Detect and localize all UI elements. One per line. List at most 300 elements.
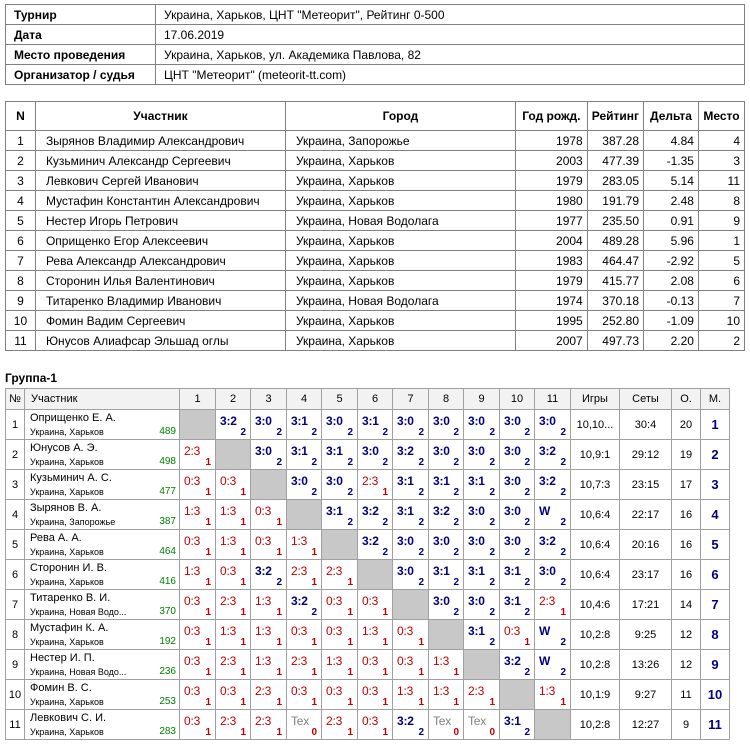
participant-cell: 1978	[515, 131, 587, 151]
match-result-cell	[180, 620, 216, 650]
match-score: 1:3	[539, 684, 556, 698]
group-header-points: О.	[672, 389, 701, 410]
match-result-cell	[216, 560, 251, 590]
participant-cell: Мустафин Константин Александрович	[35, 191, 285, 211]
info-row	[6, 65, 745, 85]
match-points: 1	[205, 727, 211, 738]
participant-cell: -1.09	[644, 311, 699, 331]
group-row-num: 11	[6, 710, 25, 740]
match-score: 1:3	[220, 624, 237, 638]
place-cell: 10	[701, 680, 730, 710]
participant-cell: 1974	[515, 291, 587, 311]
match-result-cell	[500, 620, 535, 650]
player-name: Кузьминич А. С.	[30, 472, 112, 484]
match-result-cell	[500, 440, 535, 470]
match-points: 1	[205, 457, 211, 468]
place-cell: 9	[701, 650, 730, 680]
match-score: 3:1	[397, 504, 414, 518]
match-result-cell	[216, 500, 251, 530]
diagonal-cell	[393, 590, 429, 620]
player-city: Украина, Новая Водо...	[30, 607, 127, 617]
match-result-cell	[216, 620, 251, 650]
sets-cell: 29:12	[620, 440, 672, 470]
participant-cell: 1979	[515, 171, 587, 191]
match-points: 2	[489, 427, 495, 438]
match-points: 2	[382, 427, 388, 438]
match-score: 3:1	[326, 504, 343, 518]
match-score: 0:3	[220, 684, 237, 698]
diagonal-cell	[500, 680, 535, 710]
match-result-cell	[358, 410, 393, 440]
match-score: 3:1	[362, 414, 379, 428]
match-result-cell	[393, 710, 429, 740]
group-header-opponent: 8	[429, 389, 464, 410]
match-result-cell	[358, 590, 393, 620]
match-points: 1	[382, 667, 388, 678]
match-score: 0:3	[291, 624, 308, 638]
player-city: Украина, Харьков	[30, 577, 104, 587]
match-score: 1:3	[255, 594, 272, 608]
place-cell: 5	[701, 530, 730, 560]
match-result-cell	[500, 530, 535, 560]
match-points: 2	[347, 487, 353, 498]
match-result-cell	[180, 530, 216, 560]
player-rating: 370	[159, 606, 176, 617]
match-points: 2	[560, 547, 566, 558]
match-score: 3:0	[397, 564, 414, 578]
player-rating: 387	[159, 516, 176, 527]
match-result-cell	[535, 470, 571, 500]
match-score: 2:3	[468, 684, 485, 698]
match-score: 3:2	[291, 594, 308, 608]
match-points: 1	[205, 667, 211, 678]
match-result-cell	[287, 650, 322, 680]
match-score: 3:2	[539, 534, 556, 548]
match-result-cell	[322, 620, 358, 650]
match-points: 2	[489, 517, 495, 528]
player-city: Украина, Запорожье	[30, 517, 116, 527]
points-cell: 12	[672, 650, 701, 680]
match-score: 2:3	[291, 564, 308, 578]
group-player-cell	[25, 410, 180, 440]
match-result-cell	[216, 650, 251, 680]
match-score: 3:0	[504, 534, 521, 548]
match-score: 3:2	[255, 564, 272, 578]
match-result-cell	[393, 530, 429, 560]
match-points: 2	[560, 637, 566, 648]
participant-cell: Левкович Сергей Иванович	[35, 171, 285, 191]
group-row	[6, 680, 730, 710]
match-score: 1:3	[433, 684, 450, 698]
group-header-row	[6, 389, 730, 410]
group-row-num: 6	[6, 560, 25, 590]
player-city: Украина, Новая Водо...	[30, 667, 127, 677]
match-score: Tex	[468, 714, 487, 728]
group-player-cell	[25, 650, 180, 680]
group-header-games: Игры	[571, 389, 620, 410]
match-points: 1	[347, 607, 353, 618]
group-title: Группа-1	[5, 371, 58, 385]
participants-header-cell: Город	[285, 102, 515, 131]
match-result-cell	[464, 560, 500, 590]
match-result-cell	[464, 500, 500, 530]
match-points: 1	[347, 637, 353, 648]
match-result-cell	[393, 650, 429, 680]
participant-row	[6, 271, 745, 291]
match-score: 2:3	[539, 594, 556, 608]
participants-header-row	[6, 102, 745, 131]
match-score: Tex	[433, 714, 452, 728]
participant-cell: 9	[698, 211, 744, 231]
match-score: 1:3	[433, 654, 450, 668]
match-score: 3:0	[504, 504, 521, 518]
match-result-cell	[535, 500, 571, 530]
sets-cell: 23:15	[620, 470, 672, 500]
match-score: 3:0	[539, 414, 556, 428]
player-city: Украина, Харьков	[30, 727, 104, 737]
match-score: 3:0	[468, 414, 485, 428]
match-points: 1	[311, 637, 317, 648]
participant-cell: Оприщенко Егор Алексеевич	[35, 231, 285, 251]
match-points: 2	[489, 637, 495, 648]
points-cell: 14	[672, 590, 701, 620]
match-points: 2	[524, 487, 530, 498]
participant-cell: 191.79	[587, 191, 643, 211]
player-rating: 283	[159, 726, 176, 737]
match-points: 1	[276, 637, 282, 648]
match-score: 2:3	[220, 654, 237, 668]
match-result-cell	[429, 530, 464, 560]
match-score: 1:3	[362, 624, 379, 638]
match-points: 1	[382, 637, 388, 648]
info-label: Организатор / судья	[6, 65, 156, 85]
match-score: 0:3	[184, 684, 201, 698]
match-score: 0:3	[184, 474, 201, 488]
match-result-cell	[358, 680, 393, 710]
match-points: 2	[418, 457, 424, 468]
match-points: 1	[240, 577, 246, 588]
match-result-cell	[535, 530, 571, 560]
match-result-cell	[251, 680, 287, 710]
info-value: Украина, Харьков, ЦНТ "Метеорит", Рейтинг 0-500	[156, 5, 745, 25]
match-points: 1	[418, 637, 424, 648]
group-header-opponent: 4	[287, 389, 322, 410]
group-header-opponent: 9	[464, 389, 500, 410]
match-points: 1	[382, 607, 388, 618]
sets-cell: 12:27	[620, 710, 672, 740]
player-rating: 477	[159, 486, 176, 497]
match-result-cell	[180, 650, 216, 680]
participant-row	[6, 171, 745, 191]
place-cell: 4	[701, 500, 730, 530]
match-result-cell	[500, 560, 535, 590]
participant-cell: 387.28	[587, 131, 643, 151]
info-value: ЦНТ "Метеорит" (meteorit-tt.com)	[156, 65, 745, 85]
match-points: 2	[453, 487, 459, 498]
match-points: 2	[382, 457, 388, 468]
group-results-table	[5, 388, 730, 740]
match-result-cell	[216, 410, 251, 440]
player-city: Украина, Харьков	[30, 427, 104, 437]
group-player-cell	[25, 560, 180, 590]
participant-cell: Украина, Харьков	[285, 171, 515, 191]
group-header-opponent: 5	[322, 389, 358, 410]
match-points: 1	[205, 697, 211, 708]
match-score: 0:3	[184, 594, 201, 608]
group-row-num: 2	[6, 440, 25, 470]
diagonal-cell	[322, 530, 358, 560]
match-points: 2	[453, 607, 459, 618]
match-score: 0:3	[504, 624, 521, 638]
group-row	[6, 650, 730, 680]
info-row	[6, 5, 745, 25]
match-points: 2	[560, 487, 566, 498]
points-cell: 16	[672, 560, 701, 590]
participant-cell: 10	[6, 311, 36, 331]
match-score: 3:0	[468, 444, 485, 458]
info-row	[6, 25, 745, 45]
participants-table	[5, 101, 745, 351]
match-points: 1	[240, 517, 246, 528]
group-header-sets: Сеты	[620, 389, 672, 410]
match-result-cell	[251, 620, 287, 650]
match-points: 2	[524, 727, 530, 738]
match-result-cell	[429, 590, 464, 620]
match-result-cell	[535, 410, 571, 440]
match-score: 1:3	[255, 654, 272, 668]
group-row	[6, 440, 730, 470]
match-score: 3:0	[255, 444, 272, 458]
participant-cell: Сторонин Илья Валентинович	[35, 271, 285, 291]
match-result-cell	[500, 410, 535, 440]
match-result-cell	[287, 530, 322, 560]
match-score: 2:3	[291, 654, 308, 668]
match-score: W	[539, 624, 551, 638]
match-result-cell	[500, 500, 535, 530]
match-score: 0:3	[255, 534, 272, 548]
match-score: 0:3	[362, 684, 379, 698]
match-result-cell	[180, 560, 216, 590]
match-result-cell	[464, 710, 500, 740]
participant-cell: 1980	[515, 191, 587, 211]
match-result-cell	[216, 470, 251, 500]
group-header-opponent: 10	[500, 389, 535, 410]
points-cell: 17	[672, 470, 701, 500]
match-score: 0:3	[397, 624, 414, 638]
match-result-cell	[464, 440, 500, 470]
participant-cell: 5	[698, 251, 744, 271]
match-points: 1	[560, 607, 566, 618]
participant-cell: 11	[698, 171, 744, 191]
points-cell: 20	[672, 410, 701, 440]
participant-cell: 1	[698, 231, 744, 251]
group-player-cell	[25, 500, 180, 530]
match-points: 2	[453, 457, 459, 468]
match-result-cell	[251, 500, 287, 530]
player-city: Украина, Харьков	[30, 487, 104, 497]
match-score: 0:3	[362, 654, 379, 668]
participant-cell: -0.13	[644, 291, 699, 311]
match-result-cell	[358, 650, 393, 680]
sets-cell: 17:21	[620, 590, 672, 620]
match-result-cell	[535, 650, 571, 680]
group-row	[6, 710, 730, 740]
match-score: 1:3	[184, 564, 201, 578]
match-score: 3:1	[326, 444, 343, 458]
participant-cell: -1.35	[644, 151, 699, 171]
match-score: 0:3	[220, 474, 237, 488]
match-points: 1	[240, 697, 246, 708]
match-result-cell	[251, 560, 287, 590]
match-result-cell	[251, 710, 287, 740]
group-player-cell	[25, 620, 180, 650]
match-score: 0:3	[326, 624, 343, 638]
games-cell: 10,7:3	[571, 470, 620, 500]
player-city: Украина, Харьков	[30, 457, 104, 467]
match-result-cell	[322, 470, 358, 500]
participant-cell: 11	[6, 331, 36, 351]
group-row	[6, 620, 730, 650]
match-result-cell	[287, 590, 322, 620]
group-row	[6, 530, 730, 560]
participant-cell: Украина, Харьков	[285, 231, 515, 251]
player-city: Украина, Харьков	[30, 637, 104, 647]
match-points: 1	[205, 637, 211, 648]
match-result-cell	[287, 410, 322, 440]
match-points: 2	[311, 427, 317, 438]
points-cell: 16	[672, 500, 701, 530]
match-score: 3:0	[291, 474, 308, 488]
participant-cell: Нестер Игорь Петрович	[35, 211, 285, 231]
player-name: Рева А. А.	[30, 532, 82, 544]
group-row-num: 8	[6, 620, 25, 650]
player-city: Украина, Харьков	[30, 697, 104, 707]
points-cell: 11	[672, 680, 701, 710]
match-result-cell	[251, 440, 287, 470]
participant-cell: 2003	[515, 151, 587, 171]
match-points: 2	[418, 427, 424, 438]
diagonal-cell	[535, 710, 571, 740]
participant-row	[6, 331, 745, 351]
group-player-cell	[25, 710, 180, 740]
info-value: 17.06.2019	[156, 25, 745, 45]
match-points: 1	[205, 517, 211, 528]
match-score: 3:0	[433, 414, 450, 428]
diagonal-cell	[180, 410, 216, 440]
participant-cell: 7	[6, 251, 36, 271]
participant-cell: 252.80	[587, 311, 643, 331]
match-points: 2	[524, 427, 530, 438]
match-score: 3:1	[291, 414, 308, 428]
participant-cell: 370.18	[587, 291, 643, 311]
match-result-cell	[500, 650, 535, 680]
match-score: 2:3	[255, 714, 272, 728]
match-result-cell	[358, 470, 393, 500]
games-cell: 10,6:4	[571, 530, 620, 560]
group-row-num: 10	[6, 680, 25, 710]
diagonal-cell	[251, 470, 287, 500]
match-score: 3:0	[468, 534, 485, 548]
match-points: 2	[489, 457, 495, 468]
participant-cell: 1977	[515, 211, 587, 231]
group-header-place: М.	[701, 389, 730, 410]
match-points: 1	[240, 487, 246, 498]
player-name: Зырянов В. А.	[30, 502, 102, 514]
participant-cell: 4	[698, 131, 744, 151]
match-points: 2	[489, 607, 495, 618]
match-points: 1	[311, 547, 317, 558]
sets-cell: 22:17	[620, 500, 672, 530]
match-points: 1	[489, 697, 495, 708]
match-score: 3:0	[255, 414, 272, 428]
match-points: 1	[311, 697, 317, 708]
group-header-opponent: 6	[358, 389, 393, 410]
match-result-cell	[429, 650, 464, 680]
match-result-cell	[429, 710, 464, 740]
match-points: 1	[382, 487, 388, 498]
participant-cell: 1979	[515, 271, 587, 291]
place-cell: 8	[701, 620, 730, 650]
info-label: Турнир	[6, 5, 156, 25]
match-points: 0	[453, 727, 459, 738]
match-result-cell	[429, 440, 464, 470]
match-points: 1	[382, 727, 388, 738]
match-points: 1	[347, 697, 353, 708]
match-result-cell	[287, 620, 322, 650]
match-points: 2	[453, 517, 459, 528]
group-player-cell	[25, 530, 180, 560]
participant-cell: 1983	[515, 251, 587, 271]
match-score: 0:3	[362, 594, 379, 608]
match-result-cell	[393, 470, 429, 500]
participant-cell: Украина, Харьков	[285, 331, 515, 351]
match-score: 3:2	[397, 444, 414, 458]
sets-cell: 30:4	[620, 410, 672, 440]
participant-cell: -2.92	[644, 251, 699, 271]
player-name: Титаренко В. И.	[30, 592, 111, 604]
match-points: 2	[276, 427, 282, 438]
games-cell: 10,10...	[571, 410, 620, 440]
match-result-cell	[464, 530, 500, 560]
match-points: 1	[453, 697, 459, 708]
match-points: 1	[276, 517, 282, 528]
match-result-cell	[393, 410, 429, 440]
match-points: 1	[240, 667, 246, 678]
participant-cell: 1	[6, 131, 36, 151]
group-player-cell	[25, 470, 180, 500]
participants-header-cell: Участник	[35, 102, 285, 131]
match-score: 2:3	[362, 474, 379, 488]
match-result-cell	[500, 590, 535, 620]
match-result-cell	[251, 650, 287, 680]
games-cell: 10,4:6	[571, 590, 620, 620]
match-result-cell	[500, 710, 535, 740]
match-score: 0:3	[362, 714, 379, 728]
match-result-cell	[287, 470, 322, 500]
participant-cell: Украина, Запорожье	[285, 131, 515, 151]
participant-cell: 2007	[515, 331, 587, 351]
group-header-opponent: 7	[393, 389, 429, 410]
player-name: Мустафин К. А.	[30, 622, 109, 634]
match-score: 1:3	[184, 504, 201, 518]
match-score: 3:0	[504, 474, 521, 488]
match-points: 0	[489, 727, 495, 738]
match-points: 2	[453, 577, 459, 588]
points-cell: 9	[672, 710, 701, 740]
group-row-num: 7	[6, 590, 25, 620]
match-result-cell	[180, 680, 216, 710]
participant-cell: Украина, Харьков	[285, 151, 515, 171]
